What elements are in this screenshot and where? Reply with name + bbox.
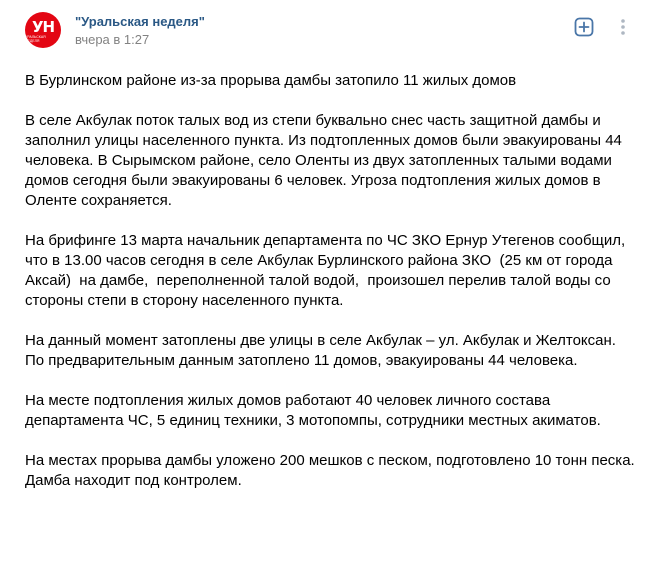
post-header xyxy=(25,12,205,48)
post-headline: В Бурлинском районе из-за прорыва дамбы затопило 11 жилых домов xyxy=(25,72,517,89)
post-text xyxy=(25,71,639,511)
avatar-logo-letters: УН xyxy=(31,18,55,36)
add-button[interactable] xyxy=(574,17,594,37)
post-meta xyxy=(75,13,205,48)
post-paragraph: На брифинге 13 марта начальник департамента по ЧС ЗКО Ернур Утегенов сообщил, что в 13.00 часов сегодня в селе Акбулак Бурлинского района ЗКО (25 км от города Аксай) на дамбе, переполненной талой водой, произошел перелив талой воды со стороны степи в сторону населенного пункта. xyxy=(25,232,630,309)
plus-square-icon xyxy=(574,17,594,37)
post-paragraph: В селе Акбулак поток талых вод из степи буквально снес часть защитной дамбы и заполнил улицы населенного пункта. Из подтопленных домов были эвакуированы 44 человека. В Сырымском районе, село Оленты из двух затопленных талыми водами домов сегодня были эвакуированы 6 человек. Угроза подтопления жилых домов в Оленте сохраняется. xyxy=(25,112,627,209)
post-paragraph: На месте подтопления жилых домов работают 40 человек личного состава департамента ЧС, 5 единиц техники, 3 мотопомпы, сотрудники местных акиматов. xyxy=(25,392,601,429)
vertical-dots-icon xyxy=(618,17,628,37)
post-paragraph: На данный момент затоплены две улицы в селе Акбулак – ул. Акбулак и Желтоксан. По предварительным данным затоплено 11 домов, эвакуированы 44 человека. xyxy=(25,332,621,369)
avatar-logo-subtext: УРАЛЬСКАЯ НЕДЕЛЯ xyxy=(25,35,46,43)
source-name-link[interactable]: "Уральская неделя" xyxy=(75,13,205,29)
post-paragraph: На местах прорыва дамбы уложено 200 мешков с песком, подготовлено 10 тонн песка. Дамба находит под контролем. xyxy=(25,452,639,489)
avatar[interactable] xyxy=(25,12,61,48)
more-options-button[interactable] xyxy=(618,17,628,37)
post-time-link[interactable]: вчера в 1:27 xyxy=(75,31,150,47)
